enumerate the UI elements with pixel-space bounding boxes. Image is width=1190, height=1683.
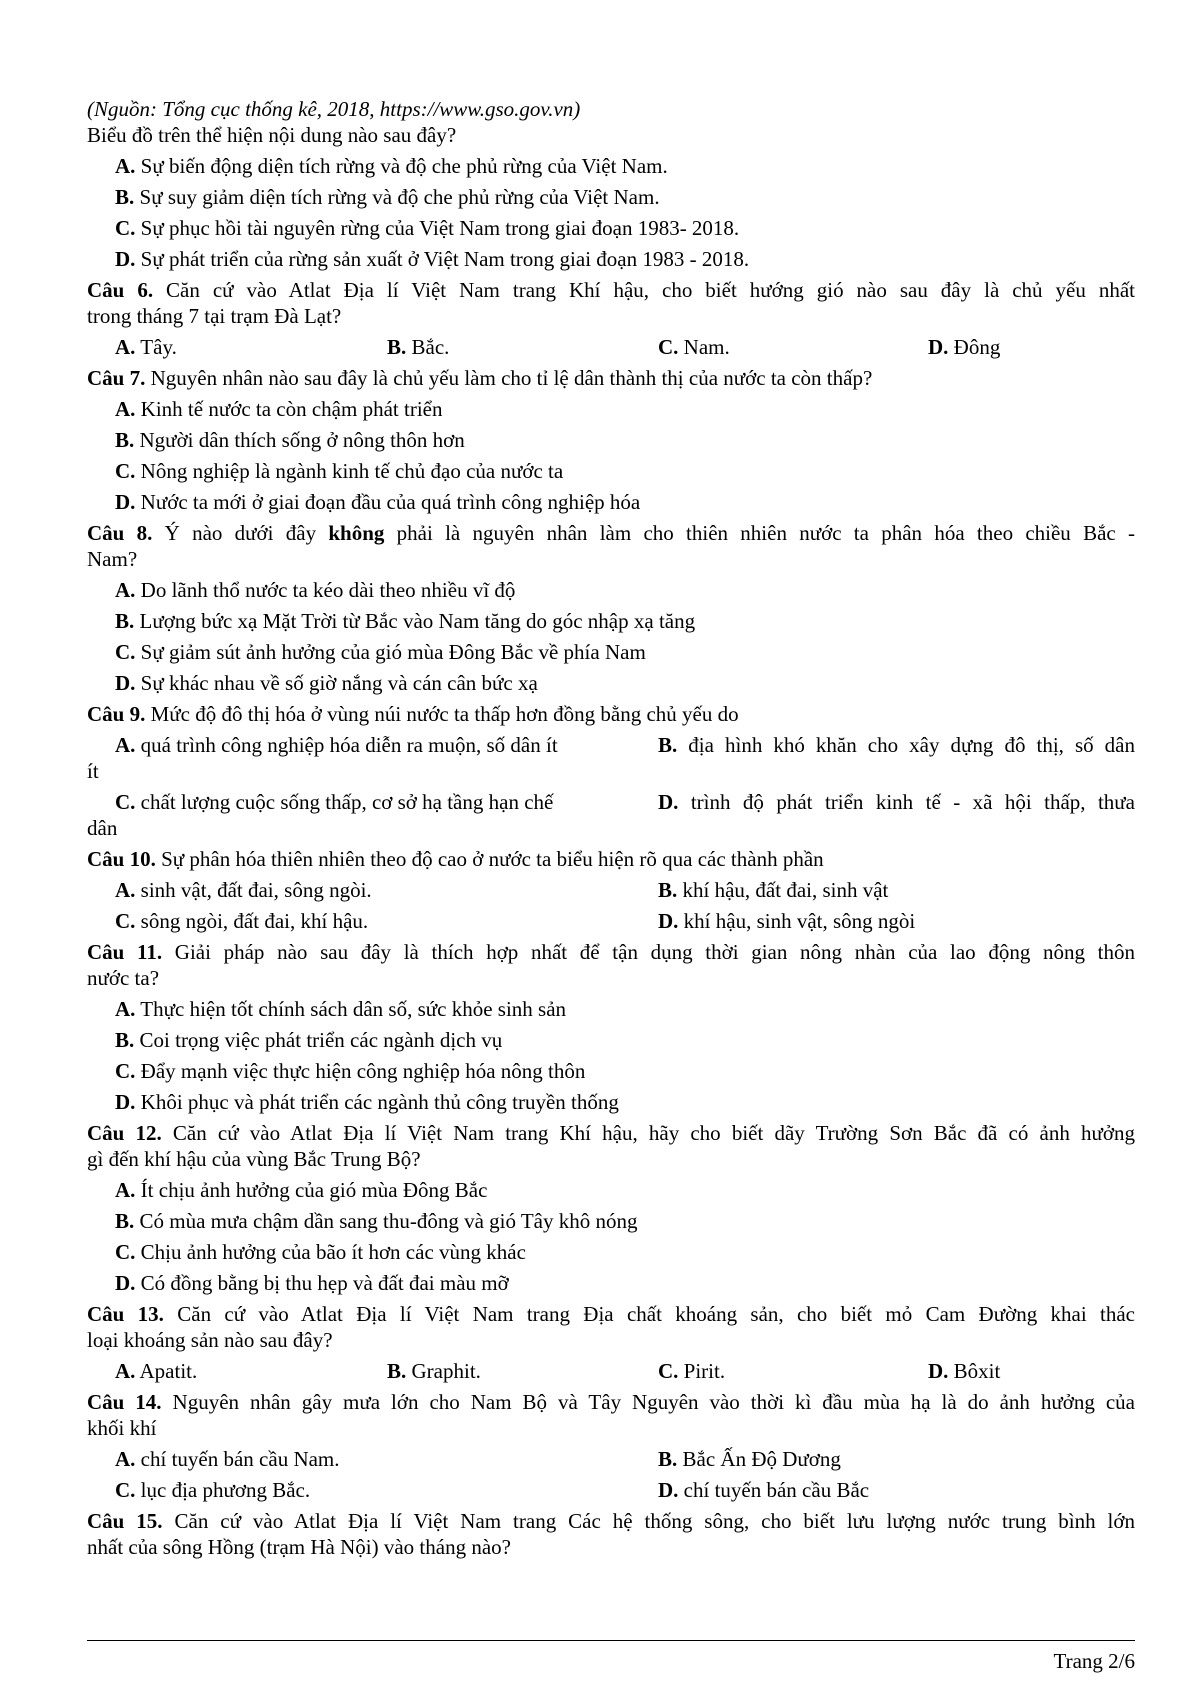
q13-stem-cont: loại khoáng sản nào sau đây? (87, 1328, 333, 1352)
q5-option-a: A. Sự biến động diện tích rừng và độ che phủ rừng của Việt Nam. (115, 154, 668, 178)
q6-option-a: A. Tây. (115, 335, 177, 359)
q8-option-d: D. Sự khác nhau về số giờ nắng và cán cân bức xạ (115, 671, 538, 695)
q12-option-d: D. Có đồng bằng bị thu hẹp và đất đai màu mỡ (115, 1271, 509, 1295)
page-number: Trang 2/6 (1053, 1649, 1135, 1673)
q12-stem-cont: gì đến khí hậu của vùng Bắc Trung Bộ? (87, 1147, 421, 1171)
q8-option-a: A. Do lãnh thổ nước ta kéo dài theo nhiều vĩ độ (115, 578, 516, 602)
q8-option-c: C. Sự giảm sút ảnh hưởng của gió mùa Đông Bắc về phía Nam (115, 640, 646, 664)
q9-option-d-cont: dân (87, 816, 118, 840)
q10-option-d: D. khí hậu, sinh vật, sông ngòi (658, 909, 916, 933)
q6-stem: Câu 6. Căn cứ vào Atlat Địa lí Việt Nam trang Khí hậu, cho biết hướng gió nào sau đây là chủ yếu nhất (87, 278, 1135, 302)
q10-option-b: B. khí hậu, đất đai, sinh vật (658, 878, 889, 902)
q12-option-a: A. Ít chịu ảnh hưởng của gió mùa Đông Bắc (115, 1178, 488, 1202)
q9-option-d: D. trình độ phát triển kinh tế - xã hội thấp, thưa (658, 790, 1135, 814)
q7-stem: Câu 7. Nguyên nhân nào sau đây là chủ yếu làm cho tỉ lệ dân thành thị của nước ta còn thấp? (87, 366, 873, 390)
q11-option-c: C. Đẩy mạnh việc thực hiện công nghiệp hóa nông thôn (115, 1059, 586, 1083)
q15-stem-cont: nhất của sông Hồng (trạm Hà Nội) vào tháng nào? (87, 1535, 511, 1559)
q11-option-a: A. Thực hiện tốt chính sách dân số, sức khỏe sinh sản (115, 997, 567, 1021)
q14-option-c: C. lục địa phương Bắc. (115, 1478, 311, 1502)
q5-option-c: C. Sự phục hồi tài nguyên rừng của Việt Nam trong giai đoạn 1983- 2018. (115, 216, 740, 240)
q12-option-b: B. Có mùa mưa chậm dần sang thu-đông và gió Tây khô nóng (115, 1209, 638, 1233)
q13-option-c: C. Pirit. (658, 1359, 726, 1383)
q12-stem: Câu 12. Căn cứ vào Atlat Địa lí Việt Nam trang Khí hậu, hãy cho biết dãy Trường Sơn Bắc đã có ảnh hưởng (87, 1121, 1135, 1145)
q7-option-c: C. Nông nghiệp là ngành kinh tế chủ đạo của nước ta (115, 459, 564, 483)
q14-option-b: B. Bắc Ấn Độ Dương (658, 1447, 841, 1471)
q7-option-b: B. Người dân thích sống ở nông thôn hơn (115, 428, 465, 452)
q11-option-d: D. Khôi phục và phát triển các ngành thủ công truyền thống (115, 1090, 619, 1114)
q9-option-b: B. địa hình khó khăn cho xây dựng đô thị, số dân (658, 733, 1135, 757)
q6-option-b: B. Bắc. (387, 335, 450, 359)
q8-option-b: B. Lượng bức xạ Mặt Trời từ Bắc vào Nam tăng do góc nhập xạ tăng (115, 609, 696, 633)
q14-option-a: A. chí tuyến bán cầu Nam. (115, 1447, 340, 1471)
footer-divider (87, 1640, 1135, 1641)
q13-option-d: D. Bôxit (928, 1359, 1001, 1383)
q6-option-c: C. Nam. (658, 335, 730, 359)
q14-stem: Câu 14. Nguyên nhân gây mưa lớn cho Nam Bộ và Tây Nguyên vào thời kì đầu mùa hạ là do ảnh hưởng của (87, 1390, 1135, 1414)
q7-option-a: A. Kinh tế nước ta còn chậm phát triển (115, 397, 443, 421)
q9-option-a: A. quá trình công nghiệp hóa diễn ra muộn, số dân ít (115, 733, 558, 757)
q9-stem: Câu 9. Mức độ đô thị hóa ở vùng núi nước ta thấp hơn đồng bằng chủ yếu do (87, 702, 739, 726)
q6-option-d: D. Đông (928, 335, 1001, 359)
q9-option-b-cont: ít (87, 759, 99, 783)
q14-stem-cont: khối khí (87, 1416, 157, 1440)
q10-option-c: C. sông ngòi, đất đai, khí hậu. (115, 909, 369, 933)
q5-option-d: D. Sự phát triển của rừng sản xuất ở Việt Nam trong giai đoạn 1983 - 2018. (115, 247, 750, 271)
q13-stem: Câu 13. Căn cứ vào Atlat Địa lí Việt Nam trang Địa chất khoáng sản, cho biết mỏ Cam Đường khai thác (87, 1302, 1135, 1326)
q11-stem-cont: nước ta? (87, 966, 160, 990)
q14-option-d: D. chí tuyến bán cầu Bắc (658, 1478, 870, 1502)
q11-option-b: B. Coi trọng việc phát triển các ngành dịch vụ (115, 1028, 503, 1052)
source-note: (Nguồn: Tổng cục thống kê, 2018, https://www.gso.gov.vn) (87, 97, 581, 121)
q10-option-a: A. sinh vật, đất đai, sông ngòi. (115, 878, 372, 902)
q12-option-c: C. Chịu ảnh hưởng của bão ít hơn các vùng khác (115, 1240, 526, 1264)
q7-option-d: D. Nước ta mới ở giai đoạn đầu của quá trình công nghiệp hóa (115, 490, 641, 514)
q8-stem: Câu 8. Ý nào dưới đây không phải là nguyên nhân làm cho thiên nhiên nước ta phân hóa theo chiều Bắc - (87, 521, 1135, 545)
q5-stem: Biểu đồ trên thể hiện nội dung nào sau đây? (87, 123, 457, 147)
q13-option-b: B. Graphit. (387, 1359, 481, 1383)
q10-stem: Câu 10. Sự phân hóa thiên nhiên theo độ cao ở nước ta biểu hiện rõ qua các thành phần (87, 847, 824, 871)
q15-stem: Câu 15. Căn cứ vào Atlat Địa lí Việt Nam trang Các hệ thống sông, cho biết lưu lượng nước trung bình lớn (87, 1509, 1135, 1533)
q5-option-b: B. Sự suy giảm diện tích rừng và độ che phủ rừng của Việt Nam. (115, 185, 660, 209)
q13-option-a: A. Apatit. (115, 1359, 198, 1383)
q6-stem-cont: trong tháng 7 tại trạm Đà Lạt? (87, 304, 342, 328)
q9-option-c: C. chất lượng cuộc sống thấp, cơ sở hạ tầng hạn chế (115, 790, 554, 814)
q8-stem-cont: Nam? (87, 547, 138, 571)
q11-stem: Câu 11. Giải pháp nào sau đây là thích hợp nhất để tận dụng thời gian nông nhàn của lao động nông thôn (87, 940, 1136, 964)
